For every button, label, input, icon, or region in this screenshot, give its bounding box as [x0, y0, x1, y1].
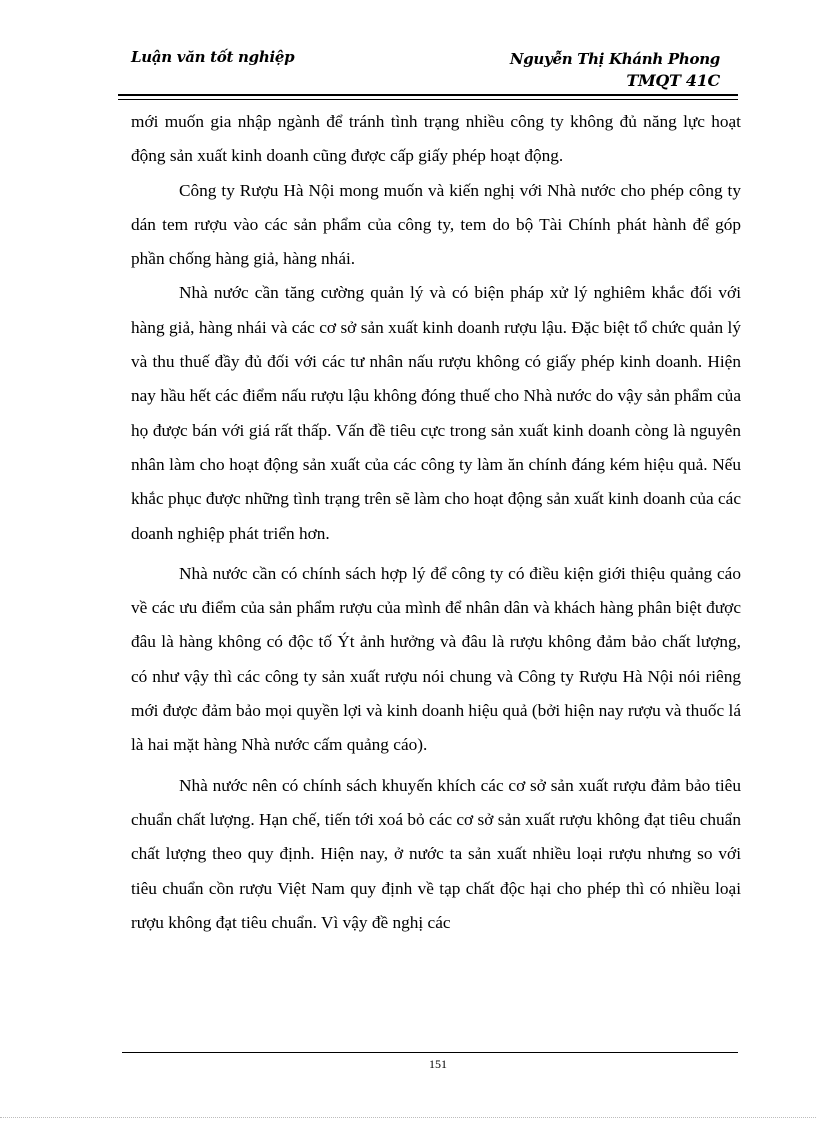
paragraph: Nhà nước cần có chính sách hợp lý để công ty có điều kiện giới thiệu quảng cáo về các ưu điểm của sản phẩm rượu của mình để nhân dân và khách hàng phân biệt được đâu là hàng không có độc tố Ýt ảnh hưởng và đâu là rượu không đảm bảo chất lượng, có như vậy thì các công ty sản xuất rượu nói chung và Công ty Rượu Hà Nội nói riêng mới được đảm bảo mọi quyền lợi và kinh doanh hiệu quả (bởi hiện nay rượu và thuốc lá là hai mặt hàng Nhà nước cấm quảng cáo).	[131, 563, 741, 755]
paragraph-continued: mới muốn gia nhập ngành để tránh tình trạng nhiều công ty không đủ năng lực hoạt động sản xuất kinh doanh cũng được cấp giấy phép hoạt động.	[131, 112, 741, 166]
header-thesis-label: Luận văn tốt nghiệp	[131, 48, 295, 66]
header-author-block	[510, 48, 720, 92]
header-rule	[118, 94, 738, 100]
page-edge-dots	[0, 1117, 816, 1118]
paragraph: Công ty Rượu Hà Nội mong muốn và kiến nghị với Nhà nước cho phép công ty dán tem rượu vào các sản phẩm của công ty, tem do bộ Tài Chính phát hành để góp phần chống hàng giả, hàng nhái.	[131, 180, 741, 269]
header-author-name: Nguyễn Thị Khánh Phong	[509, 50, 720, 68]
body-text	[131, 105, 741, 940]
paragraph: Nhà nước cần tăng cường quản lý và có biện pháp xử lý nghiêm khắc đối với hàng giả, hàng nhái và các cơ sở sản xuất kinh doanh rượu lậu. Đặc biệt tổ chức quản lý và thu thuế đầy đủ đối với các tư nhân nấu rượu không có giấy phép kinh doanh. Hiện nay hầu hết các điểm nấu rượu lậu không đóng thuế cho Nhà nước do vậy sản phẩm của họ được bán với giá rất thấp. Vấn đề tiêu cực trong sản xuất kinh doanh còng là nguyên nhân làm cho hoạt động sản xuất của các công ty làm ăn chính đáng kém hiệu quả. Nếu khắc phục được những tình trạng trên sẽ làm cho hoạt động sản xuất kinh doanh của các doanh nghiệp phát triển hơn.	[131, 283, 741, 543]
page-number: 151	[429, 1057, 447, 1071]
footer-rule	[122, 1052, 738, 1053]
header-class-code: TMQT 41C	[626, 71, 720, 90]
paragraph: Nhà nước nên có chính sách khuyến khích các cơ sở sản xuất rượu đảm bảo tiêu chuẩn chất lượng. Hạn chế, tiến tới xoá bỏ các cơ sở sản xuất rượu không đạt tiêu chuẩn chất lượng theo quy định. Hiện nay, ở nước ta sản xuất nhiều loại rượu nhưng so với tiêu chuẩn cồn rượu Việt Nam quy định về tạp chất độc hại cho phép thì có nhiều loại rượu không đạt tiêu chuẩn. Vì vậy đề nghị các	[131, 775, 741, 932]
